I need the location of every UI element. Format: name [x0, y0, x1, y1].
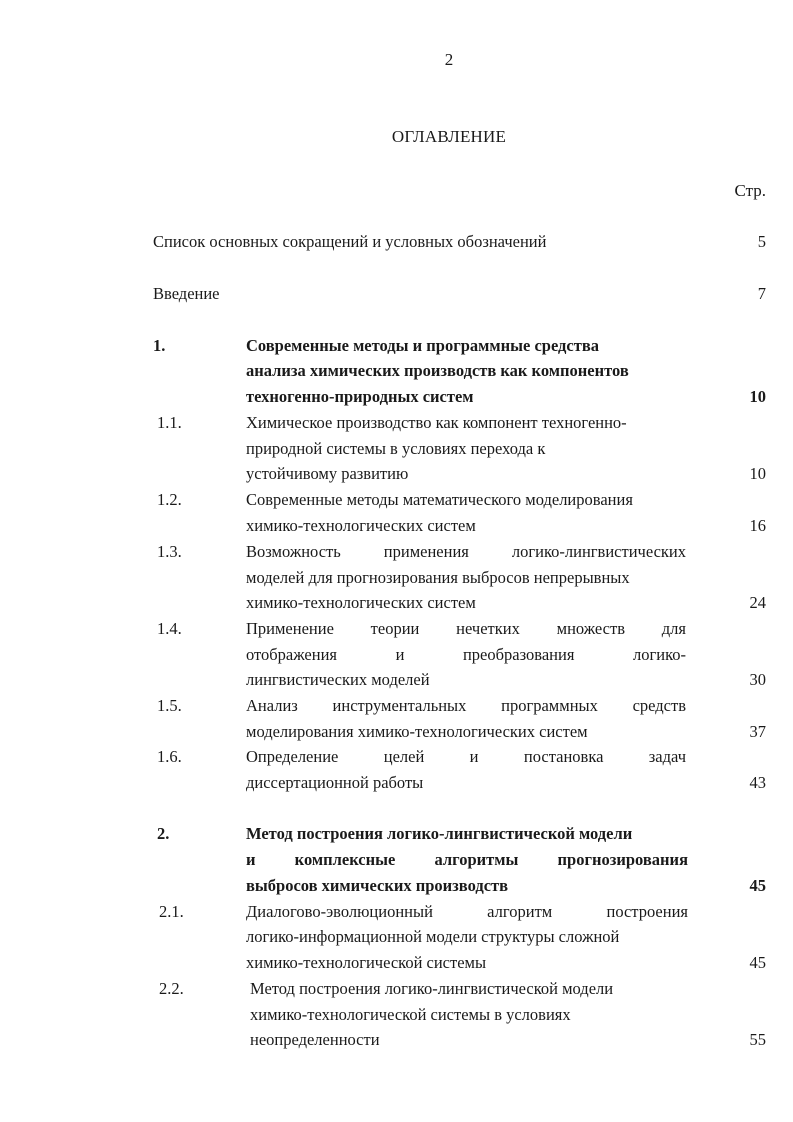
toc-section-title-line[interactable]: Современные методы математического моделирования	[246, 490, 633, 509]
toc-page-number: 7	[757, 284, 766, 303]
page-number: 2	[444, 50, 454, 69]
toc-chapter-title-line[interactable]: Метод построения логико-лингвистической модели	[246, 824, 633, 843]
toc-page-number: 10	[749, 387, 766, 406]
toc-section-title-line[interactable]: моделей для прогнозирования выбросов непрерывных	[246, 568, 630, 587]
toc-section-number: 1.1.	[157, 413, 182, 432]
toc-section-title-line[interactable]: Применение теории нечетких множеств для	[246, 619, 686, 638]
toc-section-number: 1.5.	[157, 696, 182, 715]
toc-section-title-line[interactable]: логико-информационной модели структуры сложной	[246, 927, 620, 946]
toc-section-number: 2.2.	[159, 979, 184, 998]
toc-section-title-line[interactable]: химико-технологической системы	[246, 953, 487, 972]
toc-section-number: 2.	[157, 824, 170, 843]
toc-section-title-line[interactable]: Определение целей и постановка задач	[246, 747, 686, 766]
toc-section-title-line[interactable]: Химическое производство как компонент техногенно-	[246, 413, 627, 432]
toc-chapter-title-line[interactable]: Современные методы и программные средства	[246, 336, 599, 355]
toc-section-title-line[interactable]: диссертационной работы	[246, 773, 424, 792]
toc-section-title-line[interactable]: неопределенности	[250, 1030, 380, 1049]
toc-section-number: 2.1.	[159, 902, 184, 921]
toc-page-number: 24	[749, 593, 766, 612]
toc-section-title-line[interactable]: Метод построения логико-лингвистической модели	[250, 979, 614, 998]
toc-section-number: 1.3.	[157, 542, 182, 561]
toc-page-number: 10	[749, 464, 766, 483]
toc-section-title-line[interactable]: отображения и преобразования логико-	[246, 645, 686, 664]
toc-page-number: 55	[749, 1030, 766, 1049]
toc-page-number: 45	[749, 953, 766, 972]
toc-title: ОГЛАВЛЕНИЕ	[391, 127, 507, 146]
toc-chapter-title-line[interactable]: выбросов химических производств	[246, 876, 509, 895]
toc-section-title-line[interactable]: химико-технологической системы в условиях	[250, 1005, 571, 1024]
toc-section-number: 1.2.	[157, 490, 182, 509]
toc-section-title-line[interactable]: устойчивому развитию	[246, 464, 409, 483]
toc-section-number: 1.4.	[157, 619, 182, 638]
toc-section-title-line[interactable]: природной системы в условиях перехода к	[246, 439, 546, 458]
toc-section-number: 1.6.	[157, 747, 182, 766]
toc-section-title-line[interactable]: моделирования химико-технологических систем	[246, 722, 588, 741]
toc-chapter-title-line[interactable]: и комплексные алгоритмы прогнозирования	[246, 850, 688, 869]
toc-page-number: 43	[749, 773, 766, 792]
toc-page-number: 16	[749, 516, 766, 535]
toc-chapter-title-line[interactable]: техногенно-природных систем	[246, 387, 474, 406]
toc-page-number: 30	[749, 670, 766, 689]
toc-section-title-line[interactable]: Анализ инструментальных программных средств	[246, 696, 686, 715]
toc-page-number: 37	[749, 722, 766, 741]
toc-section-title-line[interactable]: лингвистических моделей	[246, 670, 430, 689]
page-column-label: Стр.	[734, 181, 766, 200]
toc-section-title-line[interactable]: химико-технологических систем	[246, 516, 476, 535]
toc-page-number: 5	[757, 232, 766, 251]
toc-section-title-line[interactable]: Диалогово-эволюционный алгоритм построения	[246, 902, 688, 921]
toc-entry-introduction[interactable]: Введение	[153, 284, 220, 303]
toc-section-title-line[interactable]: химико-технологических систем	[246, 593, 476, 612]
toc-section-number: 1.	[153, 336, 166, 355]
toc-entry-abbreviations[interactable]: Список основных сокращений и условных обозначений	[153, 232, 547, 251]
toc-page-number: 45	[749, 876, 766, 895]
toc-section-title-line[interactable]: Возможность применения логико-лингвистических	[246, 542, 686, 561]
toc-chapter-title-line[interactable]: анализа химических производств как компонентов	[246, 361, 629, 380]
